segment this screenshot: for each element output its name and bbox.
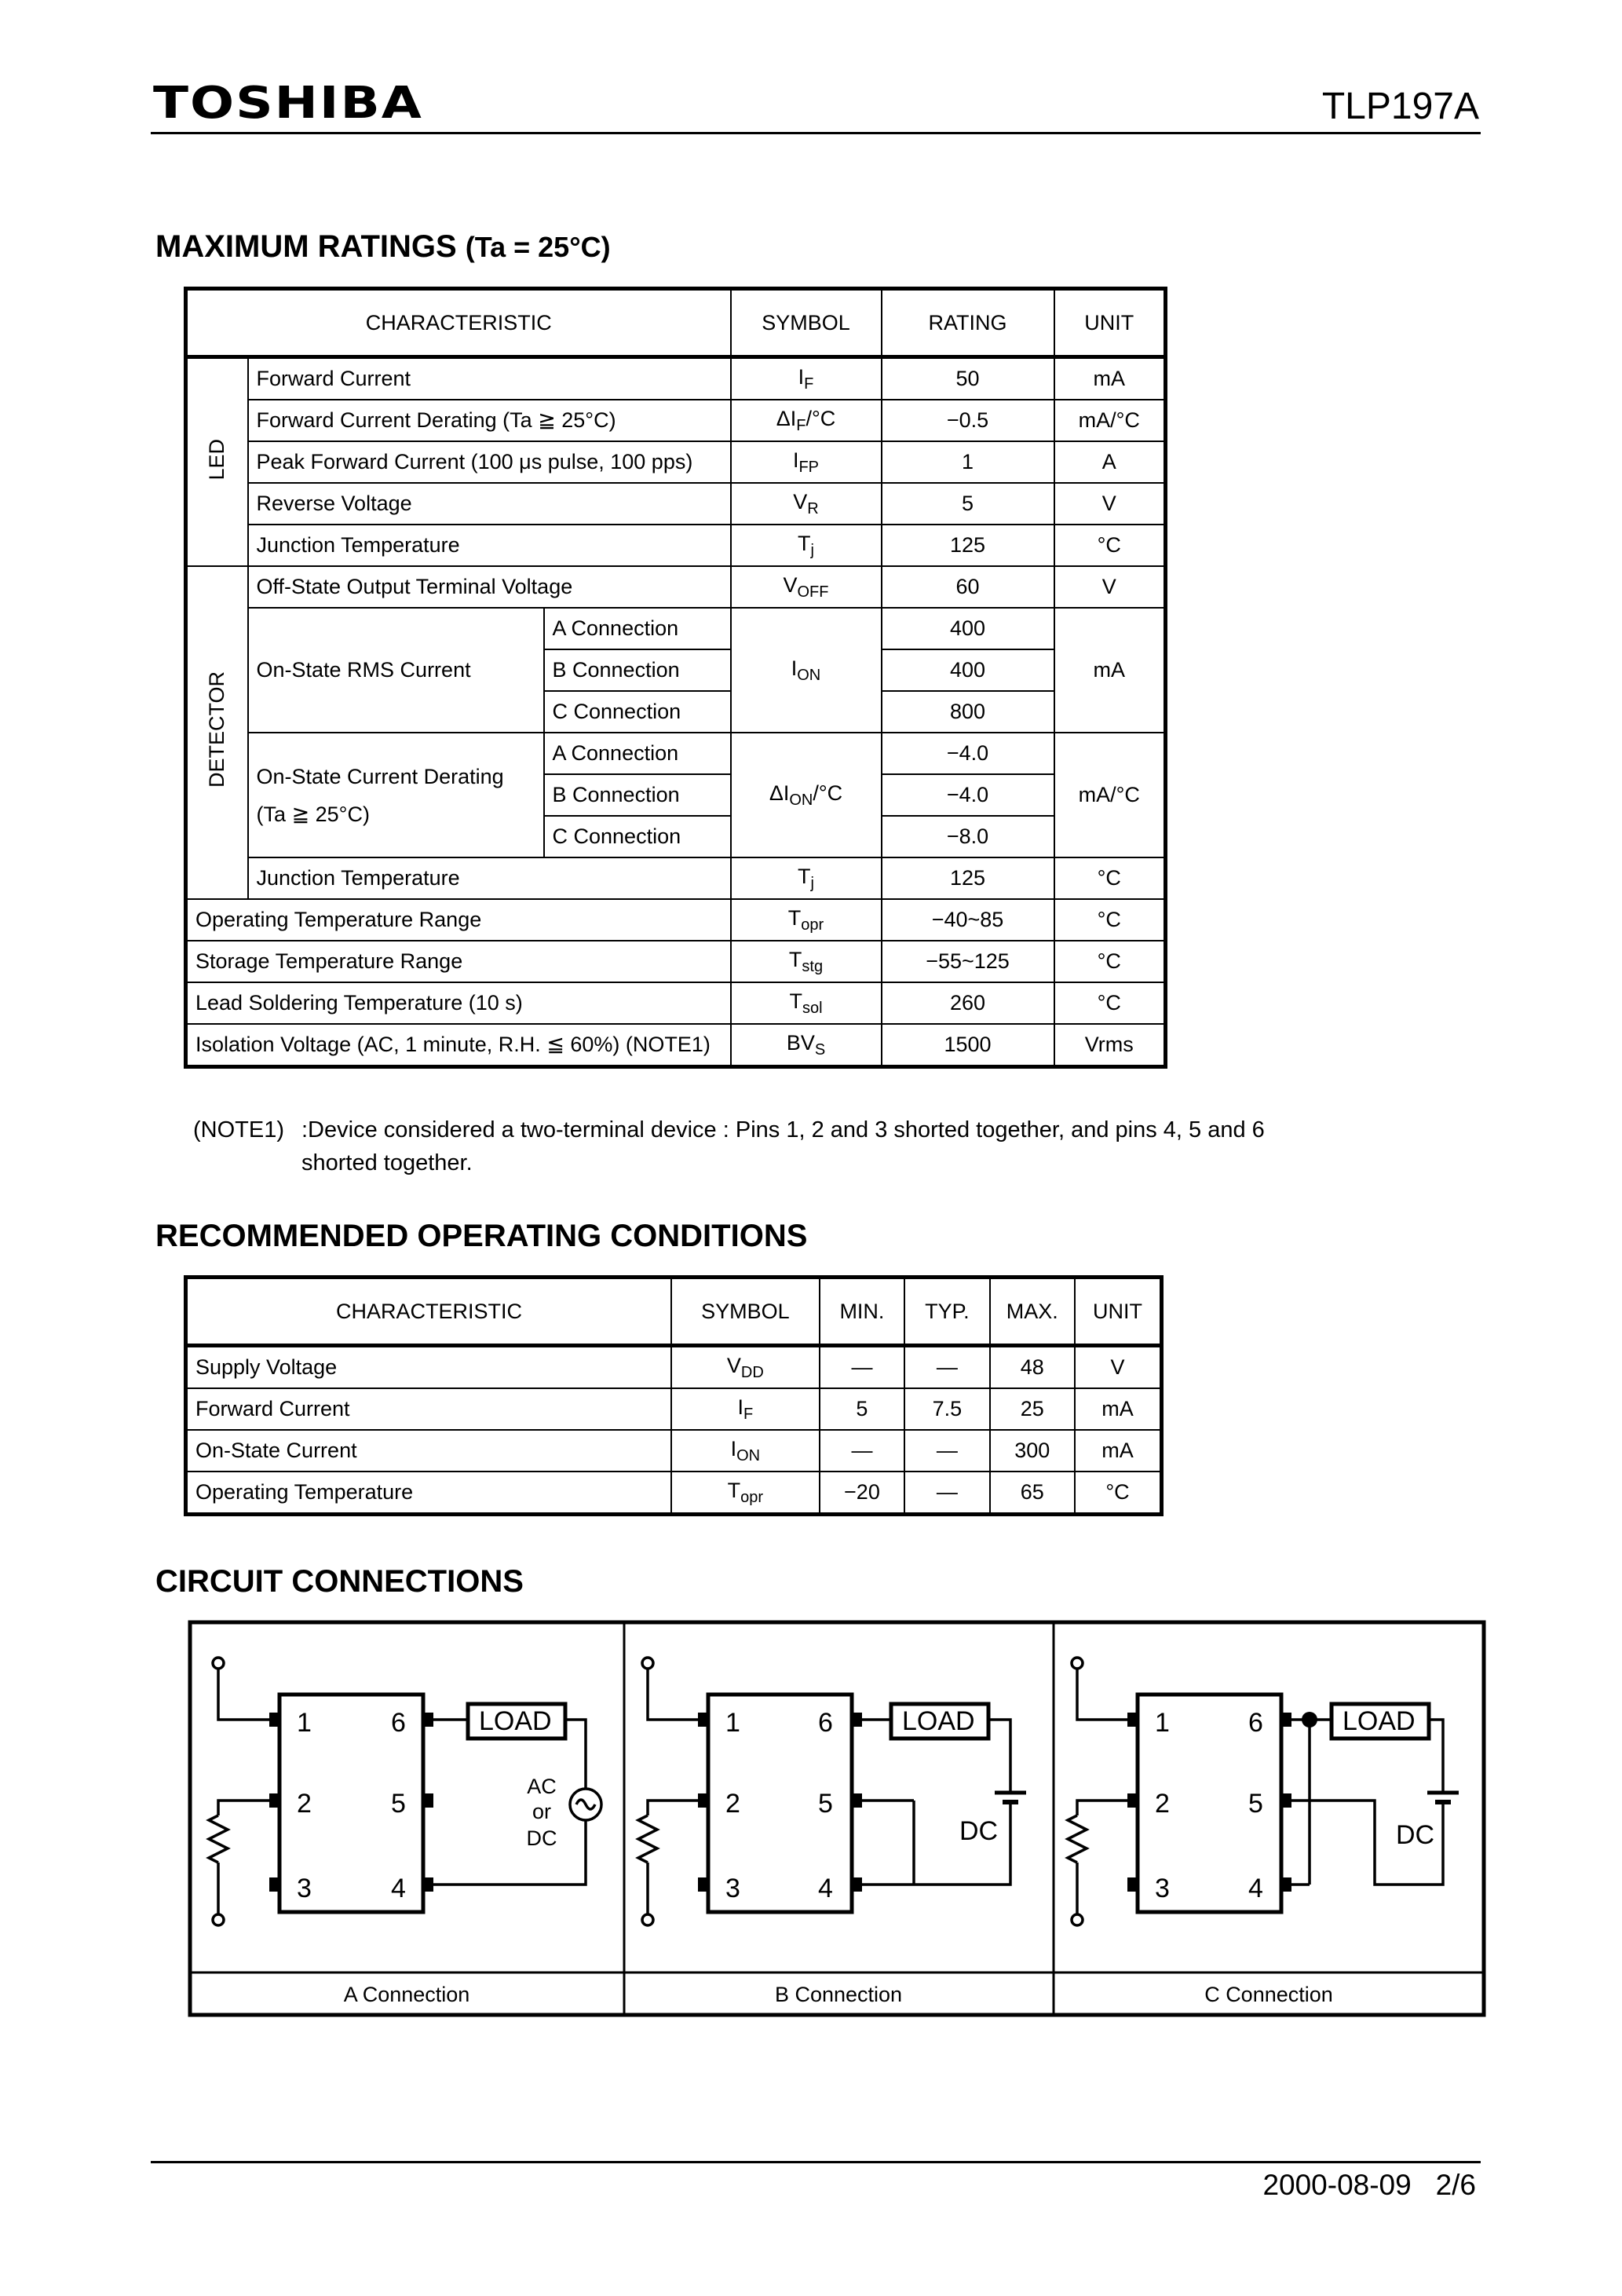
diagram-label: 5: [391, 1789, 406, 1819]
table-cell: mA: [1054, 608, 1166, 733]
table-cell: °C: [1054, 525, 1166, 566]
table-cell: —: [904, 1430, 989, 1472]
table-cell: −20: [820, 1472, 904, 1515]
table-cell: °C: [1054, 857, 1166, 899]
table-cell: $V_{OFF}$: [731, 566, 882, 608]
diagram-label: or: [532, 1800, 552, 1823]
diagram-label: 6: [1248, 1708, 1263, 1738]
subscript: opr: [801, 916, 824, 934]
table-cell: C Connection: [544, 816, 731, 857]
table-cell: 300: [990, 1430, 1075, 1472]
table-cell: Forward Current: [186, 1388, 671, 1430]
diagram-label: LOAD: [1343, 1706, 1416, 1736]
diagram-label: 2: [725, 1789, 740, 1819]
diagram-label: A Connection: [343, 1983, 470, 2006]
subscript: ON: [789, 791, 813, 809]
col-rating: RATING: [882, 289, 1054, 357]
table-cell: On-State Current Derating (Ta ≧ 25°C): [248, 733, 544, 857]
diagram-label: 6: [818, 1708, 833, 1738]
table-cell: °C: [1075, 1472, 1162, 1515]
table-cell: 1: [882, 441, 1054, 483]
table-cell: −0.5: [882, 400, 1054, 441]
table-cell: Forward Current: [248, 357, 731, 400]
table-cell: —: [820, 1430, 904, 1472]
table-cell: Lead Soldering Temperature (10 s): [186, 982, 731, 1024]
table-cell: A Connection: [544, 608, 731, 649]
table-cell: 1500: [882, 1024, 1054, 1067]
table-cell: 400: [882, 649, 1054, 691]
diagram-label: LOAD: [902, 1706, 975, 1736]
subscript: R: [807, 499, 819, 517]
table-cell: 25: [990, 1388, 1075, 1430]
table-cell: $V_R$: [731, 483, 882, 525]
table-cell: C Connection: [544, 691, 731, 733]
table-cell: 400: [882, 608, 1054, 649]
diagram-label: 4: [391, 1874, 406, 1903]
table-cell: $T_{opr}$: [671, 1472, 820, 1515]
subscript: OFF: [797, 583, 829, 601]
subscript: sol: [802, 999, 823, 1017]
subscript: DD: [740, 1363, 764, 1381]
diagram-label: 3: [1155, 1874, 1170, 1903]
table-cell: −40~85: [882, 899, 1054, 941]
diagram-label: DC: [959, 1816, 999, 1846]
circuit-heading: CIRCUIT CONNECTIONS: [155, 1564, 524, 1599]
table-cell: mA: [1075, 1388, 1162, 1430]
diagram-label: 4: [1248, 1874, 1263, 1903]
diagram-label: 3: [725, 1874, 740, 1903]
table-cell: $I_F$: [671, 1388, 820, 1430]
subscript: F: [743, 1405, 754, 1423]
table-cell: A: [1054, 441, 1166, 483]
table-cell: TYP.: [904, 1278, 989, 1346]
table-cell: V: [1075, 1346, 1162, 1389]
diagram-label: 4: [818, 1874, 833, 1903]
table-cell: $I_{FP}$: [731, 441, 882, 483]
diagram-label: DC: [526, 1826, 557, 1850]
table-cell: UNIT: [1075, 1278, 1162, 1346]
panel-c-schematic: [1068, 1658, 1459, 1925]
table-cell: −4.0: [882, 733, 1054, 774]
table-cell: $T_j$: [731, 857, 882, 899]
diagram-label: 1: [297, 1708, 312, 1738]
table-cell: —: [904, 1472, 989, 1515]
table-cell: 260: [882, 982, 1054, 1024]
table-cell: On-State Current: [186, 1430, 671, 1472]
table-cell: Vrms: [1054, 1024, 1166, 1067]
table-cell: −4.0: [882, 774, 1054, 816]
diagram-label: 2: [297, 1789, 312, 1819]
subscript: F: [804, 375, 814, 393]
table-cell: $V_{DD}$: [671, 1346, 820, 1389]
table-cell: mA/°C: [1054, 733, 1166, 857]
table-cell: Forward Current Derating (Ta ≧ 25°C): [248, 400, 731, 441]
part-number: TLP197A: [1321, 86, 1479, 127]
group-detector: DETECTOR: [186, 566, 248, 899]
footer-rule: [151, 2161, 1481, 2163]
note1-label: (NOTE1): [193, 1117, 284, 1143]
table-cell: 7.5: [904, 1388, 989, 1430]
table-cell: Off-State Output Terminal Voltage: [248, 566, 731, 608]
table-cell: Peak Forward Current (100 μs pulse, 100 pps): [248, 441, 731, 483]
table-cell: $\Delta I_{ON}/^\circ C$: [731, 733, 882, 857]
table-cell: Reverse Voltage: [248, 483, 731, 525]
table-cell: CHARACTERISTIC: [186, 1278, 671, 1346]
table-cell: V: [1054, 483, 1166, 525]
table-cell: On-State RMS Current: [248, 608, 544, 733]
table-cell: V: [1054, 566, 1166, 608]
table-cell: −8.0: [882, 816, 1054, 857]
subscript: S: [814, 1040, 826, 1058]
table-cell: $BV_S$: [731, 1024, 882, 1067]
table-cell: Operating Temperature: [186, 1472, 671, 1515]
table-cell: mA: [1054, 357, 1166, 400]
table-cell: Operating Temperature Range: [186, 899, 731, 941]
table-cell: $T_{sol}$: [731, 982, 882, 1024]
col-unit: UNIT: [1054, 289, 1166, 357]
diagram-label: AC: [527, 1775, 557, 1798]
subscript: ON: [797, 666, 821, 684]
diagram-label: 6: [391, 1708, 406, 1738]
group-led: LED: [186, 357, 248, 567]
table-cell: 125: [882, 857, 1054, 899]
table-cell: 60: [882, 566, 1054, 608]
diagram-label: 1: [725, 1708, 740, 1738]
table-cell: −55~125: [882, 941, 1054, 982]
subscript: FP: [798, 458, 820, 476]
table-cell: $I_F$: [731, 357, 882, 400]
toshiba-logo: TOSHIBA: [153, 77, 423, 129]
col-characteristic: CHARACTERISTIC: [186, 289, 731, 357]
diagram-label: 5: [1248, 1789, 1263, 1819]
table-cell: $I_{ON}$: [671, 1430, 820, 1472]
diagram-label: LOAD: [479, 1706, 552, 1736]
table-cell: °C: [1054, 899, 1166, 941]
subscript: ON: [736, 1446, 761, 1464]
col-symbol: SYMBOL: [731, 289, 882, 357]
table-cell: MIN.: [820, 1278, 904, 1346]
table-cell: 800: [882, 691, 1054, 733]
diagram-label: C Connection: [1204, 1983, 1333, 2006]
table-cell: $I_{ON}$: [731, 608, 882, 733]
max-ratings-heading: MAXIMUM RATINGS (Ta = 25°C): [155, 229, 611, 264]
table-cell: —: [820, 1346, 904, 1389]
subscript: F: [796, 416, 806, 434]
note1-text: :Device considered a two-terminal device : Pins 1, 2 and 3 shorted together, and pins 4, 5 and 6 shorted together.: [301, 1117, 1265, 1175]
table-cell: $T_{opr}$: [731, 899, 882, 941]
diagram-label: 2: [1155, 1789, 1170, 1819]
table-cell: A Connection: [544, 733, 731, 774]
table-cell: $\Delta I_F/^\circ C$: [731, 400, 882, 441]
diagram-label: DC: [1396, 1820, 1435, 1850]
table-cell: 65: [990, 1472, 1075, 1515]
table-cell: mA: [1075, 1430, 1162, 1472]
subscript: j: [810, 874, 814, 892]
table-cell: Junction Temperature: [248, 857, 731, 899]
table-cell: Storage Temperature Range: [186, 941, 731, 982]
diagram-label: 3: [297, 1874, 312, 1903]
table-cell: —: [904, 1346, 989, 1389]
table-cell: B Connection: [544, 774, 731, 816]
table-cell: 5: [820, 1388, 904, 1430]
table-cell: mA/°C: [1054, 400, 1166, 441]
diagram-label: 5: [818, 1789, 833, 1819]
subscript: stg: [802, 957, 824, 975]
table-cell: Junction Temperature: [248, 525, 731, 566]
table-cell: $T_j$: [731, 525, 882, 566]
table-cell: °C: [1054, 941, 1166, 982]
table-cell: SYMBOL: [671, 1278, 820, 1346]
table-cell: 48: [990, 1346, 1075, 1389]
table-cell: 50: [882, 357, 1054, 400]
table-cell: 125: [882, 525, 1054, 566]
rec-conditions-heading: RECOMMENDED OPERATING CONDITIONS: [155, 1219, 808, 1253]
table-cell: Supply Voltage: [186, 1346, 671, 1389]
table-cell: °C: [1054, 982, 1166, 1024]
table-cell: B Connection: [544, 649, 731, 691]
table-cell: MAX.: [990, 1278, 1075, 1346]
table-cell: $T_{stg}$: [731, 941, 882, 982]
diagram-label: B Connection: [774, 1983, 903, 2006]
subscript: j: [810, 541, 814, 559]
table-cell: Isolation Voltage (AC, 1 minute, R.H. ≦ 60%) (NOTE1): [186, 1024, 731, 1067]
subscript: opr: [740, 1488, 764, 1506]
footer-date-page: 2000-08-09 2/6: [1262, 2169, 1476, 2201]
diagram-label: 1: [1155, 1708, 1170, 1738]
table-cell: 5: [882, 483, 1054, 525]
